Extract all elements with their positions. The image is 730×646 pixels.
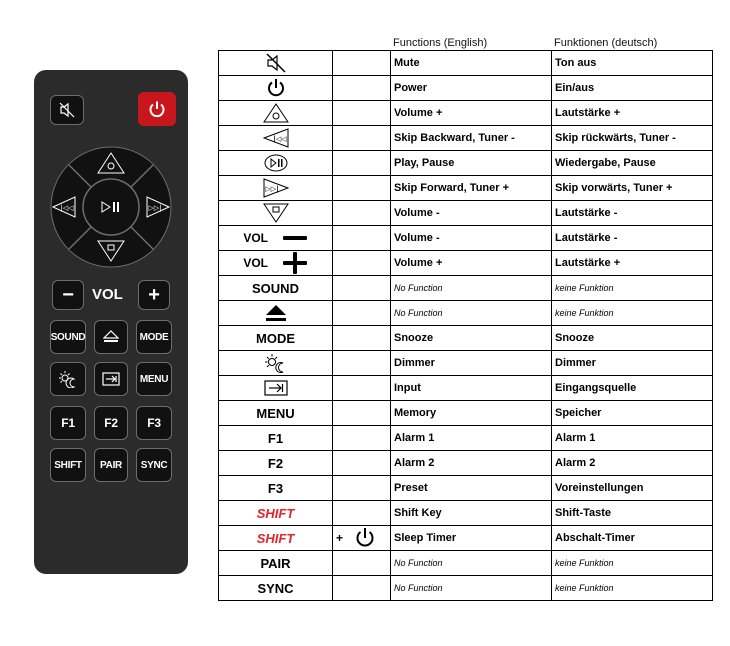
- direction-pad: [49, 145, 173, 269]
- function-de: Voreinstellungen: [552, 476, 713, 501]
- table-row: [219, 51, 713, 76]
- header-german: Funktionen (deutsch): [554, 37, 658, 49]
- function-en: Alarm 1: [391, 426, 552, 451]
- table-row: [219, 301, 713, 326]
- function-de: Wiedergabe, Pause: [552, 151, 713, 176]
- function-en: Volume +: [391, 251, 552, 276]
- dpad-volume-up-button[interactable]: [96, 151, 126, 175]
- table-row: [219, 176, 713, 201]
- modifier-cell: [333, 126, 391, 151]
- function-de: Speicher: [552, 401, 713, 426]
- power-icon: [354, 527, 376, 549]
- mute-icon: [265, 53, 287, 73]
- vol-word: VOL: [243, 231, 269, 245]
- function-en: No Function: [391, 551, 552, 576]
- key-cell: SYNC: [219, 576, 333, 601]
- key-cell: F1: [219, 426, 333, 451]
- mute-icon: [59, 102, 75, 118]
- modifier-cell: [333, 501, 391, 526]
- dpad-skip-backward-button[interactable]: [51, 195, 77, 219]
- remote-f3-label: F3: [147, 416, 161, 430]
- key-cell: [219, 101, 333, 126]
- function-en: Input: [391, 376, 552, 401]
- function-en: Volume +: [391, 101, 552, 126]
- table-row: [219, 326, 713, 351]
- function-en: Sleep Timer: [391, 526, 552, 551]
- key-cell: [219, 351, 333, 376]
- table-row: [219, 251, 713, 276]
- modifier-cell: [333, 76, 391, 101]
- modifier-cell: [333, 176, 391, 201]
- key-cell: [219, 251, 333, 276]
- function-en: Preset: [391, 476, 552, 501]
- key-cell: [219, 126, 333, 151]
- modifier-cell: [333, 576, 391, 601]
- function-en: Power: [391, 76, 552, 101]
- remote-f2-button[interactable]: [94, 406, 128, 440]
- function-de: Dimmer: [552, 351, 713, 376]
- modifier-cell: [333, 276, 391, 301]
- input-icon: [264, 380, 288, 396]
- table-row: [219, 501, 713, 526]
- remote-vol-label: VOL: [92, 286, 123, 303]
- table-row: [219, 151, 713, 176]
- table-row: [219, 351, 713, 376]
- key-cell: F3: [219, 476, 333, 501]
- remote-pair-button[interactable]: [94, 448, 128, 482]
- function-de: Lautstärke +: [552, 251, 713, 276]
- svg-text:▷▷|: ▷▷|: [264, 185, 279, 193]
- function-en: Volume -: [391, 226, 552, 251]
- header-english: Functions (English): [393, 37, 488, 49]
- key-cell: [219, 151, 333, 176]
- key-cell: [219, 376, 333, 401]
- remote-sound-button[interactable]: [50, 320, 86, 354]
- remote-f1-label: F1: [61, 416, 75, 430]
- play-pause-icon: [263, 153, 289, 173]
- dpad-skip-forward-button[interactable]: [145, 195, 171, 219]
- remote-dimmer-button[interactable]: [50, 362, 86, 396]
- remote-sync-label: SYNC: [140, 459, 168, 471]
- function-en: Memory: [391, 401, 552, 426]
- eject-icon: [103, 330, 119, 344]
- key-cell: MENU: [219, 401, 333, 426]
- remote-mute-button[interactable]: [50, 95, 84, 125]
- remote-eject-button[interactable]: [94, 320, 128, 354]
- function-en: Skip Forward, Tuner +: [391, 176, 552, 201]
- function-en: Shift Key: [391, 501, 552, 526]
- plus-sign: +: [336, 531, 344, 545]
- function-de: Ton aus: [552, 51, 713, 76]
- table-row: [219, 576, 713, 601]
- skip-forward-icon: [145, 195, 171, 219]
- remote-shift-button[interactable]: [50, 448, 86, 482]
- key-cell: [219, 76, 333, 101]
- function-de: Alarm 2: [552, 451, 713, 476]
- dimmer-icon: [58, 370, 78, 388]
- remote-shift-label: SHIFT: [54, 459, 82, 471]
- function-en: No Function: [391, 276, 552, 301]
- modifier-cell: [333, 201, 391, 226]
- table-row: [219, 476, 713, 501]
- table-row: [219, 426, 713, 451]
- minus-icon: −: [62, 283, 74, 306]
- key-cell: MODE: [219, 326, 333, 351]
- volume-up-triangle-icon: [263, 103, 289, 123]
- key-cell: [219, 226, 333, 251]
- remote-f3-button[interactable]: [136, 406, 172, 440]
- key-cell: F2: [219, 451, 333, 476]
- function-de: Snooze: [552, 326, 713, 351]
- modifier-cell: [333, 51, 391, 76]
- remote-input-button[interactable]: [94, 362, 128, 396]
- function-en: Volume -: [391, 201, 552, 226]
- key-cell: SHIFT: [219, 501, 333, 526]
- skip-backward-icon: [263, 128, 289, 148]
- table-row: [219, 401, 713, 426]
- function-en: Skip Backward, Tuner -: [391, 126, 552, 151]
- modifier-cell: [333, 451, 391, 476]
- modifier-cell: [333, 426, 391, 451]
- function-de: Abschalt-Timer: [552, 526, 713, 551]
- volume-up-triangle-icon: [96, 151, 126, 175]
- volume-down-triangle-icon: [263, 203, 289, 223]
- modifier-cell: [333, 526, 391, 551]
- remote-f1-button[interactable]: [50, 406, 86, 440]
- function-de: Lautstärke -: [552, 201, 713, 226]
- remote-mode-label: MODE: [139, 331, 169, 343]
- dimmer-icon: [264, 353, 288, 373]
- table-row: [219, 451, 713, 476]
- table-row: [219, 201, 713, 226]
- remote-control: [34, 70, 188, 574]
- power-icon: [266, 78, 286, 98]
- table-row: [219, 551, 713, 576]
- function-en: Mute: [391, 51, 552, 76]
- function-de: Alarm 1: [552, 426, 713, 451]
- function-de: Eingangsquelle: [552, 376, 713, 401]
- dpad-volume-down-button[interactable]: [96, 239, 126, 263]
- key-cell: [219, 301, 333, 326]
- remote-vol-minus-button[interactable]: [52, 280, 84, 310]
- play-pause-icon: [93, 195, 129, 219]
- skip-forward-icon: [263, 178, 289, 198]
- modifier-cell: [333, 326, 391, 351]
- eject-icon: [265, 303, 287, 323]
- function-en: No Function: [391, 301, 552, 326]
- function-de: Shift-Taste: [552, 501, 713, 526]
- function-de: keine Funktion: [552, 576, 713, 601]
- remote-mode-button[interactable]: [136, 320, 172, 354]
- key-cell: [219, 201, 333, 226]
- svg-text:|◁◁: |◁◁: [60, 204, 74, 212]
- modifier-cell: [333, 551, 391, 576]
- dpad-play-pause-button[interactable]: [93, 195, 129, 219]
- table-row: [219, 276, 713, 301]
- modifier-cell: [333, 226, 391, 251]
- plus-icon: +: [148, 283, 160, 306]
- function-en: Snooze: [391, 326, 552, 351]
- vol-plus-icon: [282, 252, 308, 274]
- table-row: [219, 126, 713, 151]
- skip-backward-icon: [51, 195, 77, 219]
- table-row: [219, 376, 713, 401]
- function-en: Dimmer: [391, 351, 552, 376]
- modifier-cell: [333, 401, 391, 426]
- function-de: Ein/aus: [552, 76, 713, 101]
- modifier-cell: [333, 151, 391, 176]
- function-de: keine Funktion: [552, 276, 713, 301]
- modifier-cell: [333, 476, 391, 501]
- table-row: [219, 226, 713, 251]
- modifier-cell: [333, 376, 391, 401]
- modifier-cell: [333, 101, 391, 126]
- table-row: [219, 76, 713, 101]
- remote-vol-plus-button[interactable]: [138, 280, 170, 310]
- remote-sound-label: SOUND: [50, 331, 86, 343]
- function-de: Lautstärke +: [552, 101, 713, 126]
- modifier-cell: [333, 251, 391, 276]
- function-de: Skip rückwärts, Tuner -: [552, 126, 713, 151]
- key-cell: [219, 176, 333, 201]
- modifier-cell: [333, 351, 391, 376]
- volume-down-triangle-icon: [96, 239, 126, 263]
- function-de: keine Funktion: [552, 301, 713, 326]
- key-cell: [219, 51, 333, 76]
- function-de: keine Funktion: [552, 551, 713, 576]
- key-cell: PAIR: [219, 551, 333, 576]
- function-de: Skip vorwärts, Tuner +: [552, 176, 713, 201]
- function-de: Lautstärke -: [552, 226, 713, 251]
- remote-pair-label: PAIR: [100, 459, 122, 471]
- power-icon: [148, 100, 166, 118]
- key-cell: SOUND: [219, 276, 333, 301]
- vol-word: VOL: [243, 256, 269, 270]
- function-en: No Function: [391, 576, 552, 601]
- remote-power-button[interactable]: [138, 92, 176, 126]
- vol-minus-icon: [282, 228, 308, 248]
- input-icon: [102, 372, 120, 386]
- svg-text:▷▷|: ▷▷|: [148, 204, 162, 212]
- key-cell: SHIFT: [219, 526, 333, 551]
- remote-menu-button[interactable]: [136, 362, 172, 396]
- function-table: [218, 50, 713, 601]
- remote-sync-button[interactable]: [136, 448, 172, 482]
- remote-f2-label: F2: [104, 416, 118, 430]
- table-row: [219, 101, 713, 126]
- function-en: Play, Pause: [391, 151, 552, 176]
- remote-menu-label: MENU: [139, 373, 169, 385]
- svg-text:|◁◁: |◁◁: [272, 135, 287, 143]
- modifier-cell: [333, 301, 391, 326]
- function-en: Alarm 2: [391, 451, 552, 476]
- table-row: [219, 526, 713, 551]
